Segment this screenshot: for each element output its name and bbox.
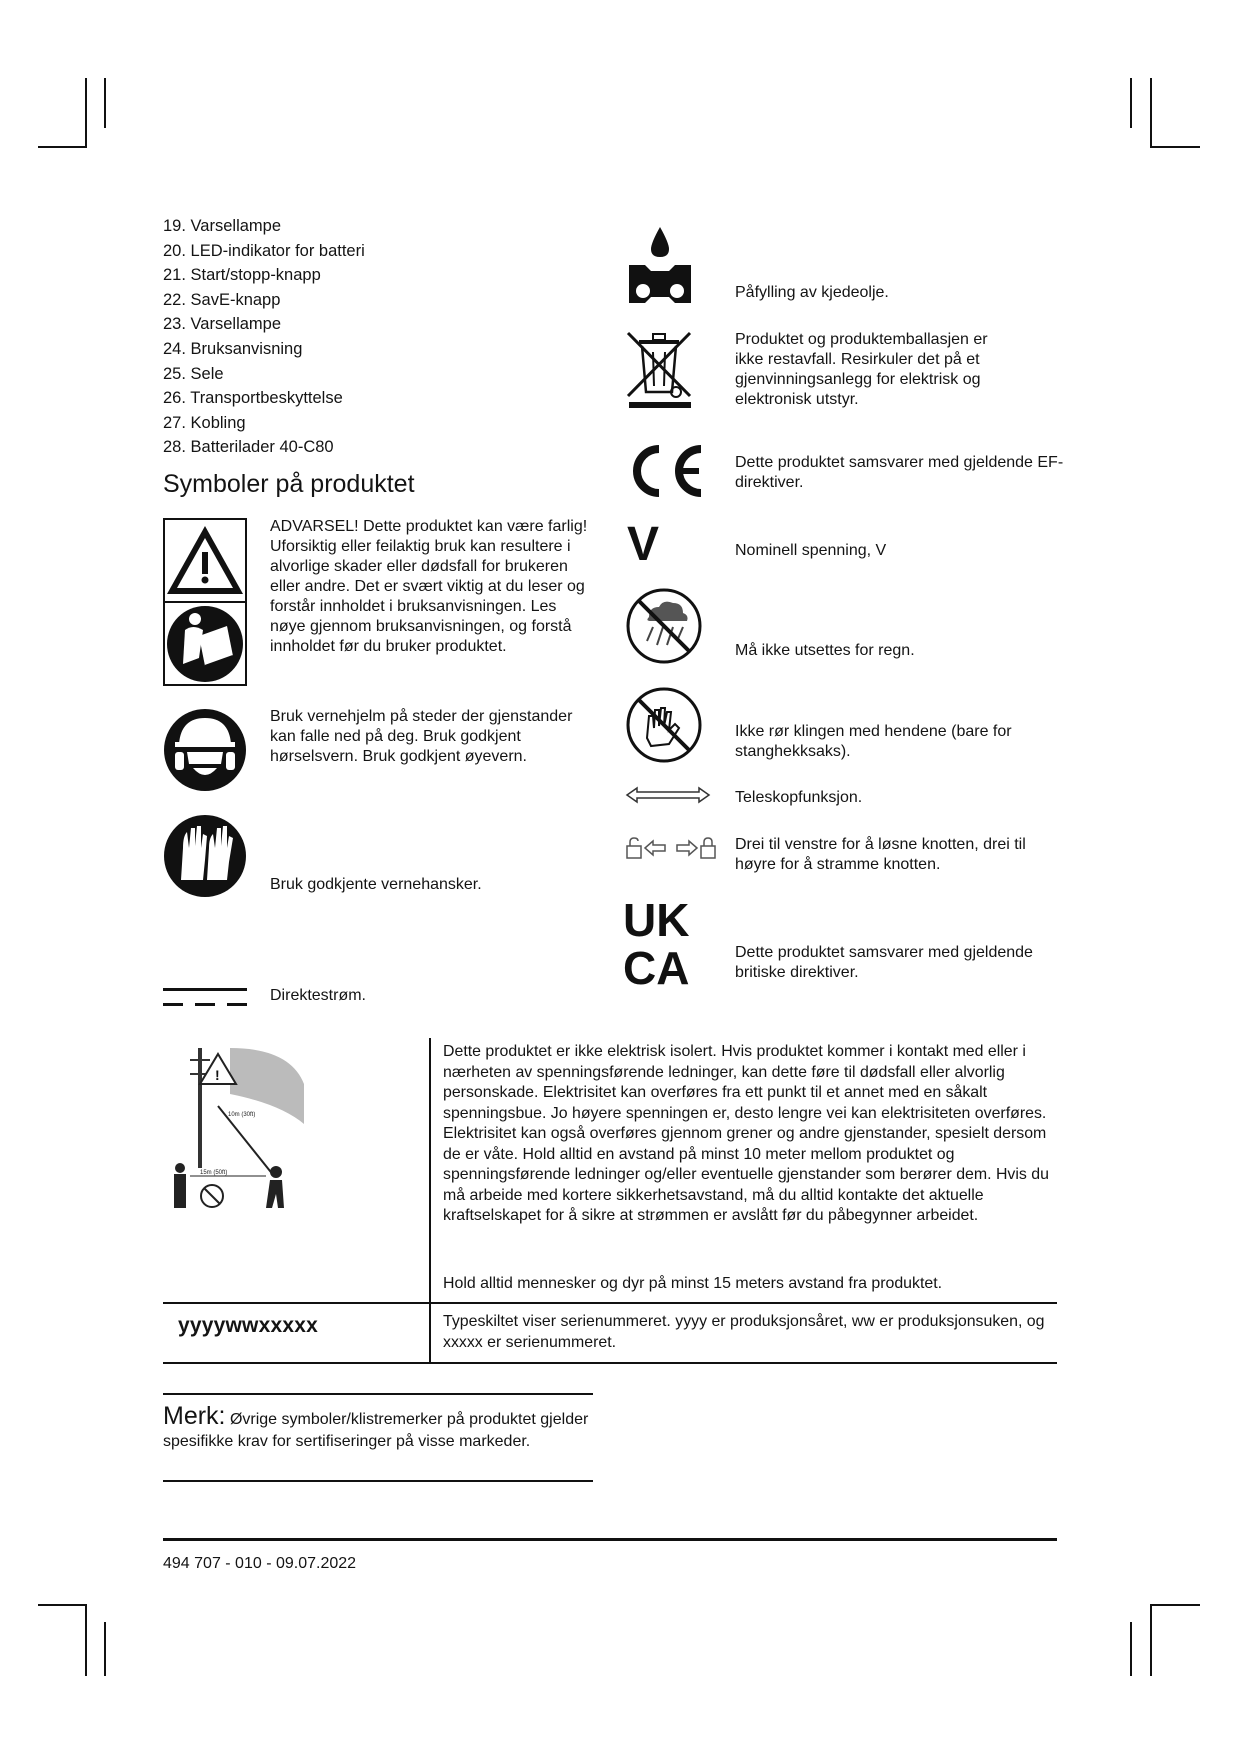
svg-text:V: V [627,518,660,566]
electric-warning-text [443,1042,1063,1227]
voltage-text: Nominell spenning, V [735,542,887,559]
crop-mark-top-left [38,146,87,148]
svg-text:10m (30ft): 10m (30ft) [228,1112,256,1118]
telescope-arrow-icon [625,786,711,804]
helmet-text: Bruk vernehjelm på steder der gjenstander kan falle ned på deg. Bruk godkjent hørselsvern. Bruk godkjent øyevern. [270,708,573,765]
note-box [163,1402,593,1453]
crop-mark-top-left [104,78,106,128]
list-item: 27. Kobling [163,413,246,432]
note-label: Merk: [163,1402,226,1430]
crop-mark-top-right [1150,146,1200,148]
ce-icon [625,443,709,499]
weee-icon [625,330,695,412]
svg-text:CA: CA [623,942,690,986]
oil-text: Påfylling av kjedeolje. [735,284,889,301]
crop-mark-top-right [1130,78,1132,128]
rain-text: Må ikke utsettes for regn. [735,642,915,659]
warning-text: ADVARSEL! Dette produktet kan være farlig! Uforsiktig eller feilaktig bruk kan resultere i alvorlige skader eller dødsfall for brukeren eller andre. Det er svært viktig at du leser og forstår innholdet i bruksanvisningen. Les nøye gjennom bruksanvisningen, og forstå innholdet før du bruker produktet. [270,518,588,655]
ukca-text: Dette produktet samsvarer med gjeldende britiske direktiver. [735,944,1033,981]
distance-text: Hold alltid mennesker og dyr på minst 15 meters avstand fra produktet. [443,1275,943,1292]
crop-mark-top-right [1150,78,1152,148]
telescope-text: Teleskopfunksjon. [735,789,863,806]
serial-text: Typeskiltet viser serienummeret. yyyy er produksjonsåret, ww er produksjonsuken, og xxxxx er serienummeret. [443,1313,1045,1351]
crop-mark-bottom-left [38,1604,87,1606]
svg-text:!: ! [215,1067,220,1083]
list-item: 20. LED-indikator for batteri [163,241,365,260]
crop-mark-bottom-right [1130,1622,1132,1676]
list-item: 28. Batterilader 40-C80 [163,438,334,457]
svg-text:15m (50ft): 15m (50ft) [200,1170,228,1176]
no-rain-icon [625,587,703,665]
serial-code: yyyywwxxxxx [178,1314,318,1337]
note-rule-top [163,1393,593,1395]
table-rule [163,1362,1057,1364]
svg-text:UK: UK [623,896,690,946]
blade-text: Ikke rør klingen med hendene (bare for stanghekksaks). [735,723,1012,760]
gloves-text: Bruk godkjente vernehansker. [270,876,482,893]
footer-doc-number: 494 707 - 010 - 09.07.2022 [163,1555,357,1572]
table-divider [429,1038,431,1362]
footer-rule [163,1538,1057,1541]
list-item: 19. Varsellampe [163,217,282,235]
knob-lock-icon [625,836,717,860]
power-line-illustration [170,1044,310,1216]
warning-manual-icon [163,518,247,686]
crop-mark-bottom-right [1150,1604,1152,1676]
no-hands-icon [625,686,703,764]
list-item: 23. Varsellampe [163,315,282,334]
electric-warning-paragraph: Dette produktet er ikke elektrisk isolert. Hvis produktet kommer i kontakt med eller i nærheten av spenningsførende ledninger, kan dette føre til dødsfall eller alvorlig personskade. Elektrisitet kan overføres fra ett punkt til et annet med en såkalt spenningsbue. Jo høyere spenningen er, desto lengre vei kan elektrisiteten overføres. Elektrisitet kan også overføres gjennom grener og andre gjenstander, spesielt dersom de er våte. Hold alltid en avstand på minst 10 meter mellom produktet og spenningsførende ledninger og/eller eventuelle gjenstander som berører dem. Hvis du må arbeide med kortere sikkerhetsavstand, må du alltid kontakte det aktuelle kraftselskapet for å sikre at strømmen er avslått før du påbegynner arbeidet. [443,1043,1049,1224]
crop-mark-bottom-left [104,1622,106,1676]
ukca-icon [623,896,713,986]
list-item: 25. Sele [163,364,224,383]
note-text: Øvrige symboler/klistremerker på produktet gjelder spesifikke krav for sertifiseringer på visse markeder. [163,1411,589,1450]
note-rule-bottom [163,1480,593,1482]
list-item: 26. Transportbeskyttelse [163,389,343,408]
crop-mark-top-left [85,78,87,148]
table-rule [163,1302,1057,1304]
gloves-icon [163,814,247,898]
knob-text: Drei til venstre for å løsne knotten, drei til høyre for å stramme knotten. [735,836,1026,873]
section-title: Symboler på produktet [163,470,415,498]
list-item: 21. Start/stopp-knapp [163,266,321,285]
list-item: 24. Bruksanvisning [163,339,303,358]
dc-icon [163,986,247,1010]
chain-oil-icon [625,225,695,309]
weee-text: Produktet og produktemballasjen er ikke restavfall. Resirkuler det på et gjenvinningsanlegg for elektrisk og elektronisk utstyr. [735,331,988,408]
ce-text: Dette produktet samsvarer med gjeldende EF-direktiver. [735,454,1064,491]
list-item: 22. SavE-knapp [163,290,281,309]
helmet-icon [163,708,247,792]
crop-mark-bottom-left [85,1604,87,1676]
dc-text: Direktestrøm. [270,987,366,1004]
parts-list [163,214,365,460]
voltage-icon [625,518,667,566]
crop-mark-bottom-right [1150,1604,1200,1606]
